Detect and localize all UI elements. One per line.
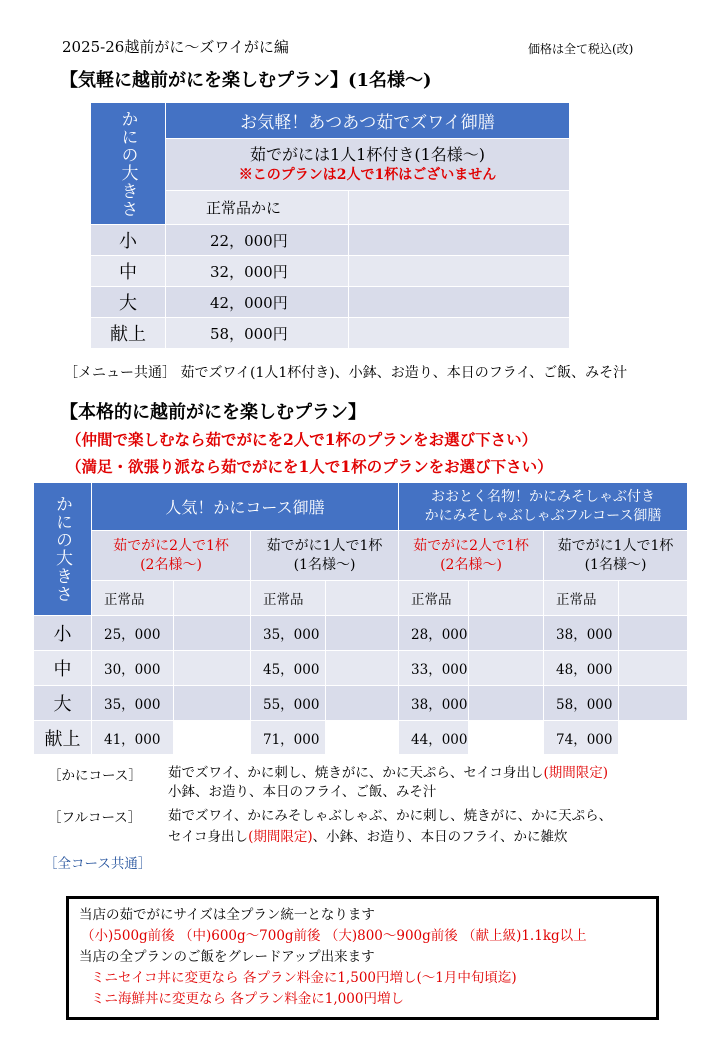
info-box <box>66 896 659 1020</box>
info-line1: 当店の茹でがにサイズは全プラン統一となります <box>79 907 375 923</box>
sub-header-2per <box>92 531 251 581</box>
empty-cell <box>349 287 570 318</box>
empty-cell <box>174 721 251 755</box>
sub-header-line2: (2名様～) <box>140 556 202 573</box>
empty-cell <box>619 581 688 616</box>
menu-common-note: ［メニュー共通］ 茹でズワイ(1人1杯付き)、小鉢、お造り、本日のフライ、ご飯、みそ汁 <box>64 365 628 381</box>
sub-header-line1: 茹でがに2人で1杯 <box>413 537 529 554</box>
empty-cell <box>349 191 570 225</box>
price-cell: 58，000円 <box>166 318 349 349</box>
kani-course-line1: 茹でズワイ、かに刺し、焼きがに、かに天ぷら、セイコ身出し <box>168 765 544 781</box>
full-course-line1: 茹でズワイ、かにみそしゃぶしゃぶ、かに刺し、焼きがに、かに天ぷら、 <box>168 808 613 824</box>
section2-line1: （仲間で楽しむなら茹でがにを2人で1杯のプランをお選び下さい） <box>66 430 538 449</box>
kani-course-desc <box>168 764 608 802</box>
empty-cell <box>619 616 688 651</box>
price-cell: 35，000 <box>251 616 326 651</box>
size-header <box>34 483 92 616</box>
price-cell: 22，000円 <box>166 225 349 256</box>
sub-header-1per <box>544 531 688 581</box>
empty-cell <box>619 721 688 755</box>
column-label: 正常品 <box>544 581 619 616</box>
sub-header-line1: 茹でがに1人で1杯 <box>557 537 674 554</box>
plan-b-line2: かにみそしゃぶしゃぶフルコース御膳 <box>424 507 662 524</box>
column-label: 正常品 <box>92 581 174 616</box>
section2-line2: （満足・欲張り派なら茹でがにを1人で1杯のプランをお選び下さい） <box>66 457 553 476</box>
sub-header-1per <box>251 531 399 581</box>
casual-plan-table <box>90 102 570 349</box>
full-course-desc <box>168 806 612 848</box>
sub-header-2per <box>399 531 544 581</box>
empty-cell <box>349 256 570 287</box>
price-cell: 42，000円 <box>166 287 349 318</box>
empty-cell <box>469 616 544 651</box>
size-header-label: かにの大きさ <box>117 109 138 218</box>
section2-title: 【本格的に越前がにを楽しむプラン】 <box>60 402 366 423</box>
empty-cell <box>326 581 399 616</box>
price-cell: 74，000 <box>544 721 619 755</box>
size-header <box>91 103 166 225</box>
empty-cell <box>326 616 399 651</box>
plan-sub-line1: 茹でがには1人1杯付き(1名様～) <box>249 144 486 164</box>
full-course-limited: (期間限定) <box>248 829 313 845</box>
full-course-line2a: セイコ身出し <box>168 829 249 845</box>
empty-cell <box>349 225 570 256</box>
price-cell: 58，000 <box>544 686 619 721</box>
size-cell: 中 <box>91 256 166 287</box>
price-cell: 32，000円 <box>166 256 349 287</box>
price-cell: 38，000 <box>544 616 619 651</box>
column-label: 正常品 <box>251 581 326 616</box>
size-cell: 大 <box>91 287 166 318</box>
tax-note: 価格は全て税込(改) <box>528 42 634 56</box>
size-cell: 献上 <box>34 721 92 755</box>
plan-sub-line2: ※このプランは2人で1杯はございません <box>238 166 497 183</box>
empty-cell <box>469 581 544 616</box>
price-cell: 41，000 <box>92 721 174 755</box>
price-cell: 33，000 <box>399 651 469 686</box>
full-course-label: ［フルコース］ <box>48 810 142 826</box>
size-header-label: かにの大きさ <box>52 495 72 603</box>
empty-cell <box>174 616 251 651</box>
size-cell: 小 <box>34 616 92 651</box>
page-title: 2025-26越前がに～ズワイがに編 <box>62 38 289 56</box>
empty-cell <box>349 318 570 349</box>
size-cell: 献上 <box>91 318 166 349</box>
section1-title: 【気軽に越前がにを楽しむプラン】(1名様～) <box>60 70 432 91</box>
sub-header-line2: (1名様～) <box>584 556 647 573</box>
plan-subheader <box>166 139 570 191</box>
sub-header-line2: (2名様～) <box>440 556 502 573</box>
size-cell: 大 <box>34 686 92 721</box>
empty-cell <box>469 686 544 721</box>
kani-course-label: ［かにコース］ <box>48 768 142 784</box>
empty-cell <box>174 686 251 721</box>
kani-course-line2: 小鉢、お造り、本日のフライ、ご飯、みそ汁 <box>168 784 437 800</box>
size-cell: 中 <box>34 651 92 686</box>
empty-cell <box>174 581 251 616</box>
price-cell: 48，000 <box>544 651 619 686</box>
empty-cell <box>619 686 688 721</box>
plan-a-name: 人気！かにコース御膳 <box>92 483 399 531</box>
plan-name: お気軽！あつあつ茹でズワイ御膳 <box>166 103 570 139</box>
price-cell: 45，000 <box>251 651 326 686</box>
empty-cell <box>469 721 544 755</box>
info-line3: 当店の全プランのご飯をグレードアップ出来ます <box>79 949 375 965</box>
empty-cell <box>326 721 399 755</box>
plan-b-line1: おおとく名物！かにみそしゃぶ付き <box>431 488 656 505</box>
empty-cell <box>469 651 544 686</box>
price-cell: 38，000 <box>399 686 469 721</box>
kani-course-limited: (期間限定) <box>543 765 608 781</box>
empty-cell <box>174 651 251 686</box>
full-course-line2b: 、小鉢、お造り、本日のフライ、かに雑炊 <box>312 829 568 845</box>
empty-cell <box>619 651 688 686</box>
price-cell: 35，000 <box>92 686 174 721</box>
sub-header-line2: (1名様～) <box>293 556 356 573</box>
sub-header-line1: 茹でがに1人で1杯 <box>266 537 383 554</box>
price-cell: 25，000 <box>92 616 174 651</box>
sub-header-line1: 茹でがに2人で1杯 <box>113 537 229 554</box>
full-plan-table <box>33 482 688 755</box>
all-course-label: ［全コース共通］ <box>44 856 152 872</box>
info-seiko-upgrade: ミニセイコ丼に変更なら 各プラン料金に1,500円増し(～1月中旬頃迄) <box>91 970 517 986</box>
column-label: 正常品かに <box>166 191 349 225</box>
price-cell: 71，000 <box>251 721 326 755</box>
price-cell: 55，000 <box>251 686 326 721</box>
column-label: 正常品 <box>399 581 469 616</box>
info-sizes: （小)500g前後 （中)600g～700g前後 （大)800～900g前後 （献上級)1.1kg以上 <box>81 928 587 944</box>
plan-b-name <box>399 483 688 531</box>
price-cell: 44，000 <box>399 721 469 755</box>
size-cell: 小 <box>91 225 166 256</box>
info-kaisen-upgrade: ミニ海鮮丼に変更なら 各プラン料金に1,000円増し <box>91 991 404 1007</box>
empty-cell <box>326 686 399 721</box>
empty-cell <box>326 651 399 686</box>
price-cell: 30，000 <box>92 651 174 686</box>
price-cell: 28，000 <box>399 616 469 651</box>
